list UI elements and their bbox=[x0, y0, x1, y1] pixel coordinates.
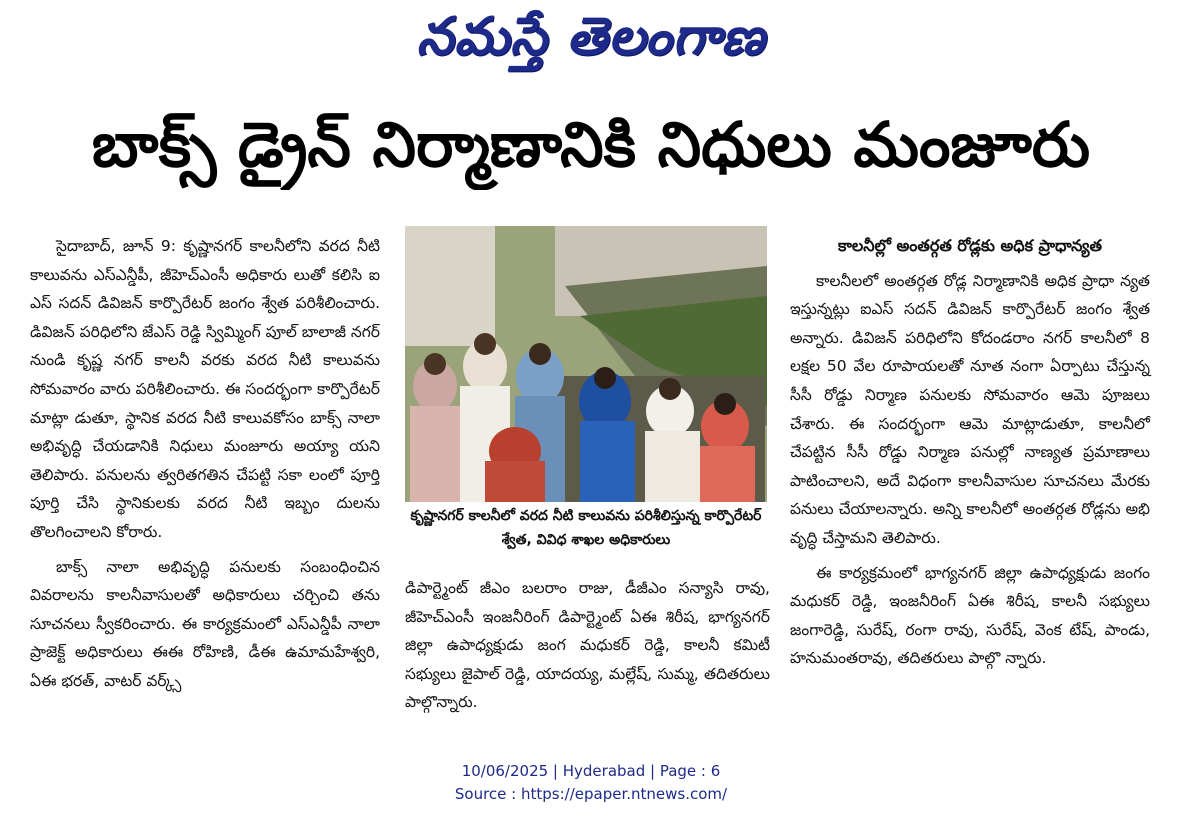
headline: బాక్స్ డ్రైన్ నిర్మాణానికి నిధులు మంజూరు bbox=[91, 108, 1091, 181]
footer-date-line: 10/06/2025 | Hyderabad | Page : 6 bbox=[461, 762, 721, 780]
article-column-1 bbox=[30, 232, 380, 696]
paragraph: ఈ కార్యక్రమంలో భాగ్యనగర్ జిల్లా ఉపాధ్యక్షుడు జంగం మధుకర్ రెడ్డి, ఇంజనీరింగ్ ఏఈ శిరీష, కాలనీ సభ్యులు జంగారెడ్డి, సురేష్, రంగా రావు, సురేష్, వెంక టేష్, పాండు, హనుమంతరావు, తదితరులు పాల్గొ న్నారు. bbox=[790, 563, 1150, 668]
news-photo bbox=[405, 226, 767, 502]
article-column-3 bbox=[790, 232, 1150, 673]
footer-source-line: Source : https://epaper.ntnews.com/ bbox=[454, 785, 728, 803]
paragraph: బాక్స్ నాలా అభివృద్ధి పనులకు సంబంధించిన వివరాలను కాలనీవాసులతో అధికారులు చర్చించి తను సూచనలు స్వీకరించారు. ఈ కార్యక్రమంలో ఎస్ఎన్డీపీ నాలా ప్రాజెక్ట్ అధికారులు ఈఈ రోహిణి, డీఈ ఉమామహేశ్వరి, ఏఈ భరత్, వాటర్ వర్క్స్ bbox=[30, 557, 380, 690]
subheading: కాలనీల్లో అంతర్గత రోడ్లకు అధిక ప్రాధాన్యత bbox=[838, 236, 1102, 255]
photo-illustration bbox=[405, 226, 767, 502]
photo-caption: కృష్ణానగర్ కాలనీలో వరద నీటి కాలువను పరిశీలిస్తున్న కార్పొరేటర్ శ్వేత, వివిధ శాఖల అధికారులు bbox=[410, 508, 762, 548]
article-column-2 bbox=[405, 574, 770, 717]
paragraph: కాలనీలలో అంతర్గత రోడ్ల నిర్మాణానికి అధిక ప్రాధా న్యత ఇస్తున్నట్లు ఐఎస్ సదన్ డివిజన్ కార్పొరేటర్ జంగం శ్వేత అన్నారు. డివిజన్ పరిధిలోని కోదండరాం నగర్ కాలనీలో 8 లక్షల 50 వేల రూపాయలతో నూత నంగా ఏర్పాటు చేస్తున్న సీసీ రోడ్డు నిర్మాణ పనులకు సోమవారం ఆమె పూజలు చేశారు. ఈ సందర్భంగా ఆమె మాట్లాడుతూ, కాలనీలో చేపట్టిన సీసీ రోడ్డు నిర్మాణ పనుల్లో నాణ్యత ప్రమాణాలు పాటించాలని, అదే విధంగా కాలనీవాసుల సూచనలు మేరకు పనులు చేయాలన్నారు. అన్ని కాలనీలో అంతర్గత రోడ్లను అభి వృద్ధి చేస్తామని తెలిపారు. bbox=[790, 271, 1150, 547]
paragraph: డిపార్ట్మెంట్ జీఎం బలరాం రాజు, డీజీఎం సన్యాసి రావు, జీహెచ్ఎంసీ ఇంజనీరింగ్ డిపార్ట్మెంట్ ఏఈ శిరీష, భాగ్యనగర్ జిల్లా ఉపాధ్యక్షుడు జంగ మధుకర్ రెడ్డి, కాలనీ కమిటీ సభ్యులు జైపాల్ రెడ్డి, యాదయ్య, మల్లేష్, సుమ్మ, తదితరులు పాల్గొన్నారు. bbox=[405, 579, 770, 712]
masthead-logo: నమస్తే తెలంగాణ bbox=[416, 6, 766, 67]
paragraph: సైదాబాద్, జూన్ 9: కృష్ణానగర్ కాలనీలోని వరద నీటి కాలువను ఎస్ఎన్డీపీ, జీహెచ్ఎంసీ అధికారు లుతో కలిసి ఐ ఎస్ సదన్ డివిజన్ కార్పొరేటర్ జంగం శ్వేత పరిశీలించారు. డివిజన్ పరిధిలోని జేఎస్ రెడ్డి స్విమ్మింగ్ పూల్ బాలాజీ నగర్ నుండి కృష్ణ నగర్ కాలనీ వరకు వరద నీటి కాలువను సోమవారం వారు పరిశీలించారు. ఈ సందర్భంగా కార్పొరేటర్ మాట్లా డుతూ, స్థానిక వరద నీటి కాలువకోసం బాక్స్ నాలా అభివృద్ధి చేయడానికి నిధులు మంజూరు అయ్యా యని తెలిపారు. పనులను త్వరితగతిన చేపట్టి సకా లంలో పూర్తి పూర్తి చేసి స్థానికులకు వరద నీటి ఇబ్బం దులను తొలగించాలని కోరారు. bbox=[30, 237, 380, 541]
